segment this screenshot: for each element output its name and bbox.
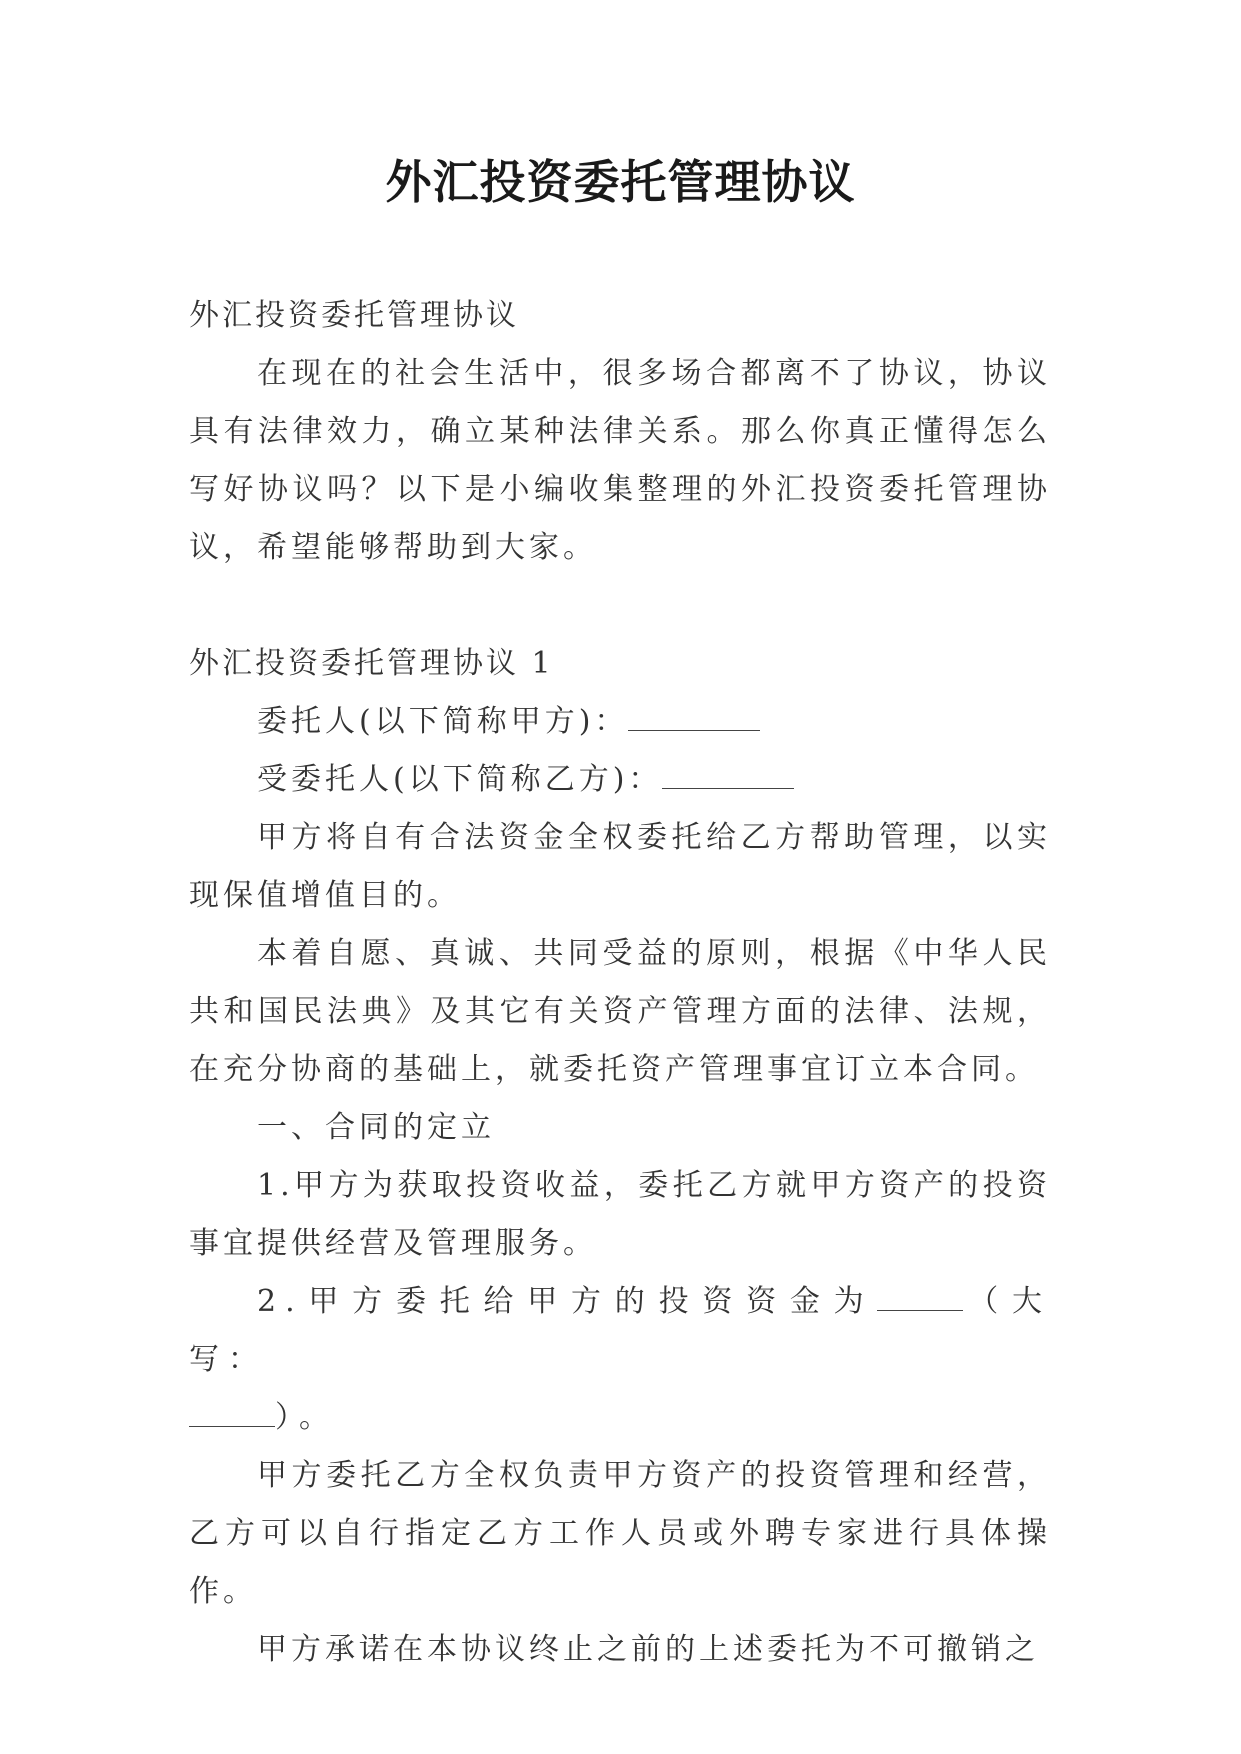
clause-heading: 一、合同的定立: [257, 1110, 495, 1145]
clause-2-lead: 2.甲方委托给甲方的投资资金为: [257, 1284, 878, 1319]
intro-paragraph: 在现在的社会生活中，很多场合都离不了协议，协议具有法律效力，确立某种法律关系。那么你真正懂得怎么写好协议吗？以下是小编收集整理的外汇投资委托管理协议，希望能够帮助到大家。: [189, 356, 1051, 565]
clause-2-mid: （大写：: [189, 1284, 1051, 1377]
document-title: 外汇投资委托管理协议: [385, 155, 856, 209]
trustee-line: [189, 751, 1051, 809]
amount-blank: [877, 1280, 963, 1311]
principal-blank: [628, 700, 760, 731]
purpose-paragraph: 甲方将自有合法资金全权委托给乙方帮助管理，以实现保值增值目的。: [189, 820, 1051, 913]
trustee-blank: [662, 758, 794, 789]
section-title: 外汇投资委托管理协议 1: [189, 646, 554, 681]
principal-line: [189, 693, 1051, 751]
document-subtitle: 外汇投资委托管理协议: [189, 298, 519, 333]
document-body: [189, 287, 1051, 1679]
authority-paragraph: 甲方委托乙方全权负责甲方资产的投资管理和经营，乙方可以自行指定乙方工作人员或外聘专家进行具体操作。: [189, 1458, 1051, 1609]
basis-paragraph: 本着自愿、真诚、共同受益的原则，根据《中华人民共和国民法典》及其它有关资产管理方面的法律、法规，在充分协商的基础上，就委托资产管理事宜订立本合同。: [189, 936, 1051, 1087]
clause-2-end: ）。: [275, 1400, 338, 1435]
amount-words-blank: [189, 1396, 275, 1427]
clause-1: 1.甲方为获取投资收益，委托乙方就甲方资产的投资事宜提供经营及管理服务。: [189, 1168, 1051, 1261]
commitment-paragraph: 甲方承诺在本协议终止之前的上述委托为不可撤销之: [257, 1632, 1039, 1667]
principal-label: 委托人(以下简称甲方)：: [257, 704, 629, 739]
trustee-label: 受委托人(以下简称乙方)：: [257, 762, 663, 797]
clause-2: [189, 1273, 1051, 1447]
